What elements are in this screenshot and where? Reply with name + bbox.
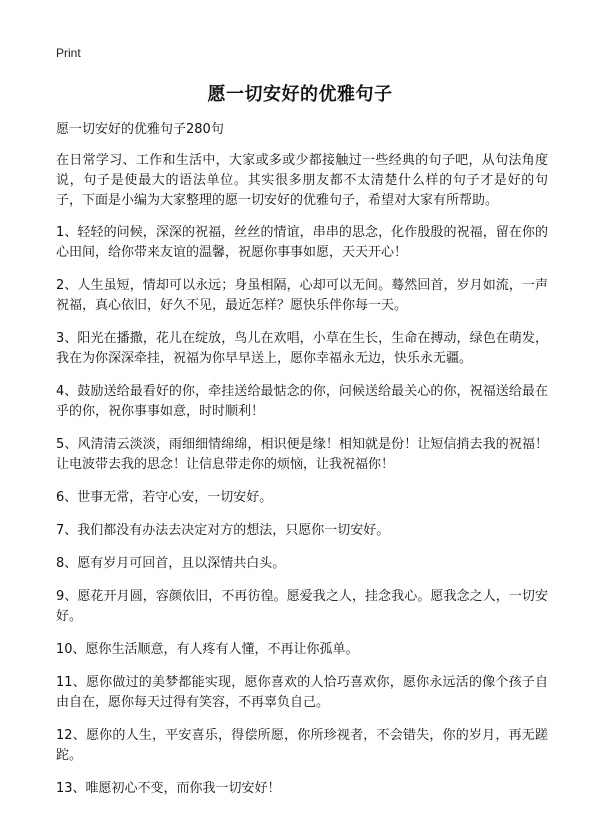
article-intro: 在日常学习、工作和生活中，大家或多或少都接触过一些经典的句子吧，从句法角度说，句子是使最大的语法单位。其实很多朋友都不太清楚什么样的句子才是好的句子，下面是小编为大家整理的愿一切安好的优雅句子，希望对大家有所帮助。 <box>56 153 548 208</box>
list-item: 1、轻轻的问候，深深的祝福，丝丝的情谊，串串的思念，化作殷殷的祝福，留在你的心田间，给你带来友谊的温馨，祝愿你事事如愿，天天开心！ <box>56 225 548 260</box>
list-item: 5、风清清云淡淡，雨细细情绵绵，相识便是缘！相知就是份！让短信捎去我的祝福！让电波带去我的思念！让信息带走你的烦恼，让我祝福你！ <box>56 437 548 472</box>
list-item: 4、鼓励送给最看好的你，牵挂送给最惦念的你，问候送给最关心的你，祝福送给最在乎的你，祝你事事如意，时时顺利！ <box>56 384 548 419</box>
list-item: 3、阳光在播撒，花儿在绽放，鸟儿在欢唱，小草在生长，生命在搏动，绿色在萌发，我在为你深深牵挂，祝福为你早早送上，愿你幸福永无边，快乐永无疆。 <box>56 331 548 366</box>
list-item: 10、愿你生活顺意，有人疼有人懂，不再让你孤单。 <box>56 642 359 657</box>
list-item: 13、唯愿初心不变，而你我一切安好！ <box>56 781 281 796</box>
list-item: 2、人生虽短，情却可以永远；身虽相隔，心却可以无间。蓦然回首，岁月如流，一声祝福，真心依旧，好久不见，最近怎样？愿快乐伴你每一天。 <box>56 278 548 313</box>
list-item: 12、愿你的人生，平安喜乐，得偿所愿，你所珍视者，不会错失，你的岁月，再无蹉跎。 <box>56 728 548 763</box>
article-subtitle: 愿一切安好的优雅句子280句 <box>56 122 224 137</box>
list-item: 9、愿花开月圆，容颜依旧，不再彷徨。愿爱我之人，挂念我心。愿我念之人，一切安好。 <box>56 589 548 624</box>
page-title: 愿一切安好的优雅句子 <box>207 84 393 105</box>
list-item: 7、我们都没有办法去决定对方的想法，只愿你一切安好。 <box>56 523 390 538</box>
article-body <box>56 120 548 812</box>
list-item: 11、愿你做过的美梦都能实现，愿你喜欢的人恰巧喜欢你，愿你永远活的像个孩子自由自在，愿你每天过得有笑容，不再辜负自己。 <box>56 675 548 710</box>
list-item: 8、愿有岁月可回首，且以深情共白头。 <box>56 556 286 571</box>
print-link[interactable]: Print <box>56 46 81 60</box>
list-item: 6、世事无常，若守心安，一切安好。 <box>56 490 273 505</box>
